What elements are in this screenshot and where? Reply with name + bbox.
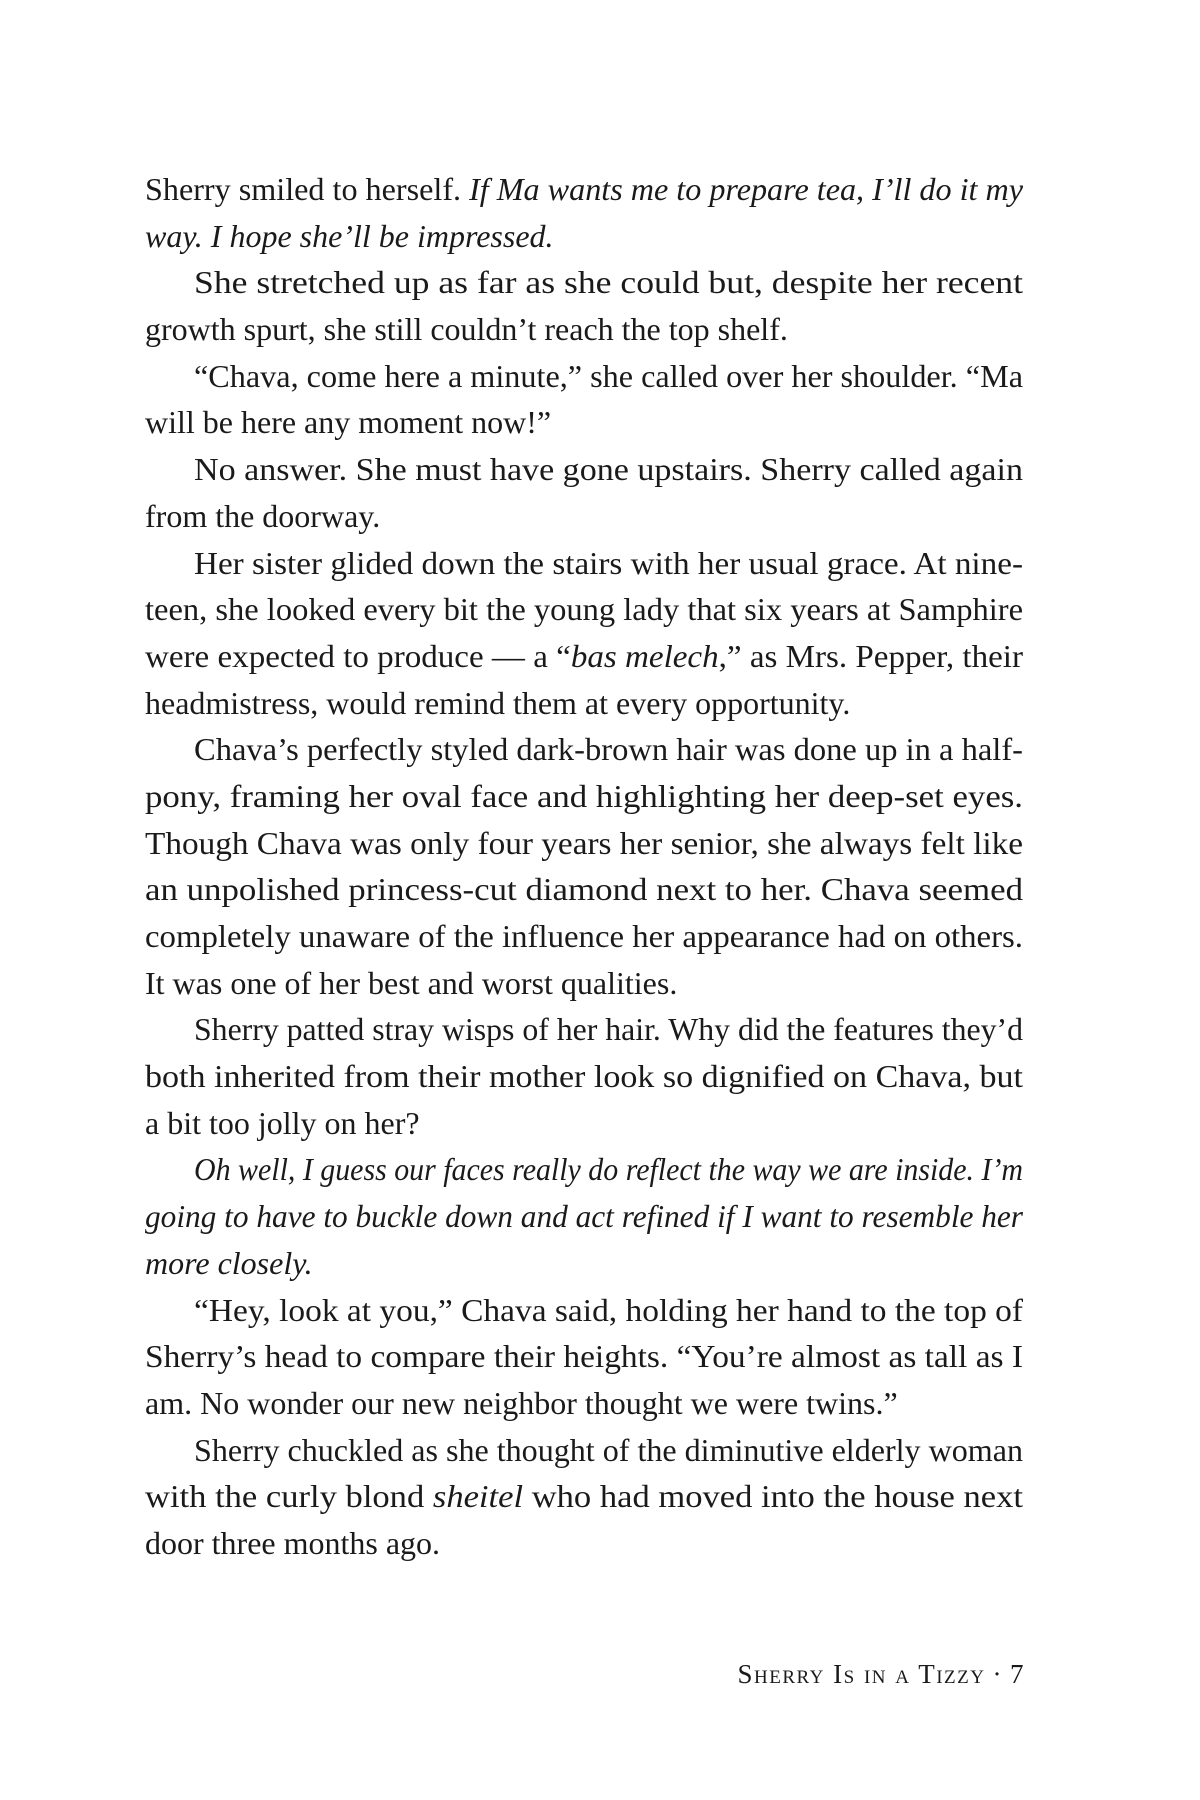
text-line-content	[145, 913, 1023, 960]
text-line	[145, 166, 1023, 213]
text-line	[145, 680, 1023, 727]
text-line-content	[145, 1240, 313, 1287]
italic-text-segment: going to have to buckle down and act refined if I want to resemble her	[145, 1198, 1023, 1235]
text-line-content	[145, 820, 1023, 867]
text-line	[145, 1287, 1023, 1334]
text-line-content	[194, 353, 1023, 400]
text-segment: will be here any moment now!”	[145, 404, 552, 441]
running-title: Sherry Is in a Tizzy	[737, 1659, 986, 1689]
text-line	[145, 1240, 1023, 1287]
text-line	[145, 1427, 1023, 1474]
text-line	[145, 306, 1023, 353]
text-line	[145, 1146, 1023, 1193]
text-line-content	[145, 773, 1023, 820]
text-line	[145, 1333, 1023, 1380]
text-segment: who had moved into the house next	[523, 1478, 1023, 1515]
italic-text-segment: way. I hope she’ll be impressed.	[145, 217, 554, 254]
footer-separator-dot: ·	[992, 1659, 1003, 1689]
text-line-content	[145, 866, 1023, 913]
italic-text-segment: sheitel	[432, 1478, 524, 1515]
text-line-content	[145, 633, 1023, 680]
text-segment: pony, framing her oval face and highlighting her deep-set eyes.	[145, 777, 1024, 814]
text-segment: headmistress, would remind them at every opportunity.	[145, 684, 851, 721]
text-line-content	[194, 1006, 1023, 1053]
body-text	[145, 166, 1023, 1567]
text-line-content	[145, 213, 554, 260]
text-line	[145, 1006, 1023, 1053]
text-line	[145, 540, 1023, 587]
text-line	[145, 259, 1023, 306]
text-segment: with the curly blond	[145, 1478, 433, 1515]
text-line	[145, 913, 1023, 960]
text-segment: ,” as Mrs. Pepper, their	[718, 637, 1023, 674]
text-segment: teen, she looked every bit the young lady that six years at Samphire	[145, 591, 1024, 628]
text-segment: Chava’s perfectly styled dark-brown hair was done up in a half-	[194, 731, 1023, 768]
text-segment: from the doorway.	[145, 497, 381, 534]
text-segment: completely unaware of the influence her appearance had on others.	[145, 918, 1023, 954]
text-line-content	[194, 259, 1023, 306]
text-segment: growth spurt, she still couldn’t reach the top shelf.	[145, 311, 788, 348]
text-segment: It was one of her best and worst qualities.	[145, 964, 678, 1001]
running-footer	[738, 1657, 1025, 1691]
text-line	[145, 446, 1023, 493]
page-number: 7	[1010, 1659, 1025, 1689]
text-segment: Sherry chuckled as she thought of the diminutive elderly woman	[194, 1431, 1023, 1468]
text-line-content	[145, 399, 551, 446]
italic-text-segment: Oh well, I guess our faces really do reflect the way we are inside. I’m	[194, 1151, 1023, 1188]
text-segment: a bit too jolly on her?	[145, 1104, 420, 1141]
text-line	[145, 820, 1023, 867]
text-line	[145, 1193, 1023, 1240]
text-line-content	[145, 1380, 898, 1427]
text-line-content	[145, 960, 677, 1007]
text-line	[145, 213, 1023, 260]
text-segment: “Chava, come here a minute,” she called over her shoulder. “Ma	[194, 357, 1023, 394]
text-line	[145, 399, 1023, 446]
text-segment: an unpolished princess-cut diamond next to her. Chava seemed	[145, 871, 1023, 908]
text-segment: Her sister glided down the stairs with her usual grace. At nine-	[194, 544, 1023, 581]
text-line	[145, 1380, 1023, 1427]
text-line-content	[145, 680, 850, 727]
text-segment: Sherry patted stray wisps of her hair. Why did the features they’d	[194, 1011, 1023, 1048]
text-line	[145, 586, 1023, 633]
text-line-content	[145, 1473, 1023, 1520]
text-line-content	[145, 1053, 1023, 1100]
text-line	[145, 493, 1023, 540]
text-line-content	[194, 446, 1023, 493]
italic-text-segment: more closely.	[145, 1244, 313, 1281]
text-line	[145, 866, 1023, 913]
text-segment: door three months ago.	[145, 1524, 441, 1561]
text-line	[145, 633, 1023, 680]
text-line-content	[145, 1520, 440, 1567]
text-line	[145, 353, 1023, 400]
text-line-content	[194, 1287, 1023, 1334]
text-segment: both inherited from their mother look so dignified on Chava, but	[145, 1058, 1023, 1095]
text-line	[145, 1520, 1023, 1567]
text-segment: were expected to produce — a “	[145, 637, 571, 674]
text-segment: am. No wonder our new neighbor thought we were twins.”	[145, 1384, 898, 1421]
text-line	[145, 773, 1023, 820]
text-line-content	[145, 306, 788, 353]
text-segment: She stretched up as far as she could but, despite her recent	[194, 264, 1024, 301]
text-line-content	[145, 1100, 420, 1147]
text-line	[145, 960, 1023, 1007]
text-line-content	[194, 540, 1023, 587]
text-line-content	[194, 726, 1023, 773]
text-line-content	[194, 1146, 1023, 1193]
text-segment: Though Chava was only four years her senior, she always felt like	[145, 824, 1023, 861]
text-segment: Sherry’s head to compare their heights. “You’re almost as tall as I	[145, 1338, 1024, 1375]
italic-text-segment: If Ma wants me to prepare tea, I’ll do it my	[469, 171, 1023, 207]
text-line-content	[145, 1193, 1023, 1240]
text-line-content	[145, 166, 1023, 213]
text-line-content	[145, 586, 1023, 633]
text-line	[145, 1473, 1023, 1520]
text-line-content	[145, 1333, 1023, 1380]
text-segment: No answer. She must have gone upstairs. Sherry called again	[194, 451, 1023, 488]
italic-text-segment: bas melech	[570, 637, 719, 674]
text-line	[145, 726, 1023, 773]
text-segment: “Hey, look at you,” Chava said, holding her hand to the top of	[194, 1291, 1023, 1328]
text-line-content	[145, 493, 380, 540]
text-line	[145, 1100, 1023, 1147]
text-line-content	[194, 1427, 1023, 1474]
text-line	[145, 1053, 1023, 1100]
text-segment: Sherry smiled to herself.	[145, 171, 470, 207]
